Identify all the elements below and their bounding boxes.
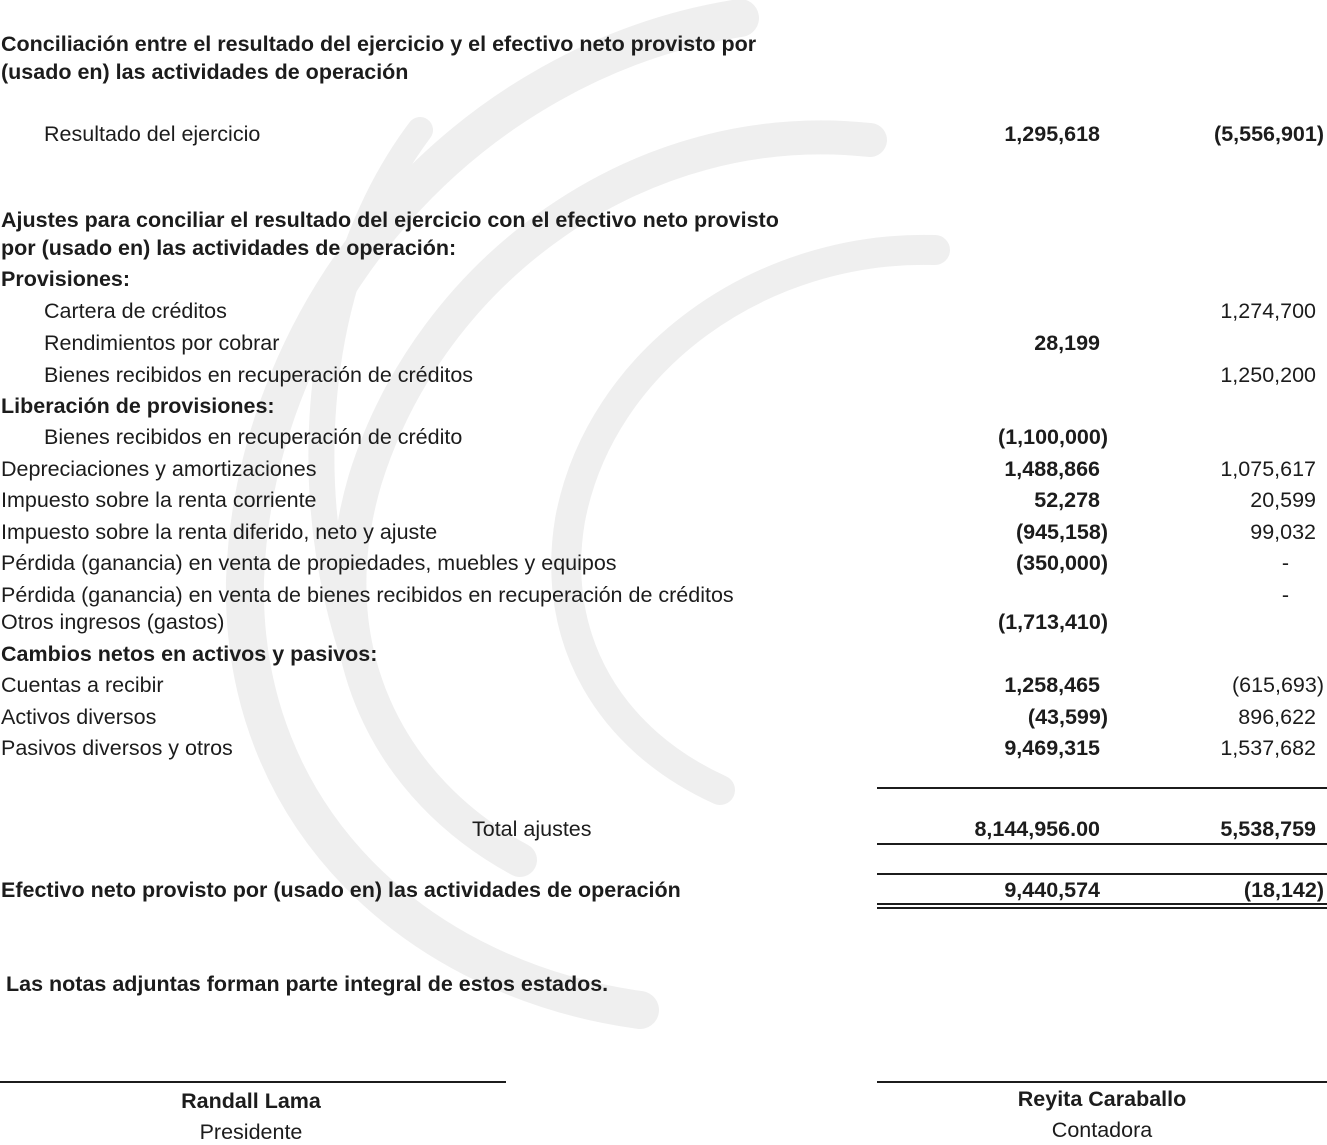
total-ajustes-col2: 5,538,759 (1220, 817, 1316, 841)
efectivo-col2: (18,142) (1243, 878, 1324, 902)
signature-line-right (877, 1081, 1327, 1083)
perdida-bienes-col2: - (1281, 583, 1289, 607)
signatory-role-left: Presidente (199, 1120, 303, 1144)
signatory-role-right: Contadora (1051, 1118, 1153, 1142)
perdida-propiedades-col2: - (1281, 551, 1289, 575)
cambios-heading: Cambios netos en activos y pasivos: (1, 642, 378, 666)
rendimientos-label: Rendimientos por cobrar (44, 331, 280, 355)
perdida-propiedades-label: Pérdida (ganancia) en venta de propiedades, muebles y equipos (1, 551, 617, 575)
resultado-col1: 1,295,618 (1004, 122, 1100, 146)
liberacion-bienes-col1: (1,100,000) (998, 425, 1108, 449)
efectivo-label: Efectivo neto provisto por (usado en) las actividades de operación (1, 878, 681, 902)
signatory-name-left: Randall Lama (181, 1089, 321, 1113)
isr-corriente-col2: 20,599 (1250, 488, 1316, 512)
isr-diferido-col2: 99,032 (1250, 520, 1316, 544)
isr-corriente-label: Impuesto sobre la renta corriente (1, 488, 317, 512)
otros-col1: (1,713,410) (998, 610, 1108, 634)
double-underline-top (877, 903, 1327, 905)
depreciaciones-col1: 1,488,866 (1004, 457, 1100, 481)
otros-label: Otros ingresos (gastos) (1, 610, 225, 634)
depreciaciones-col2: 1,075,617 (1220, 457, 1316, 481)
pasivos-col2: 1,537,682 (1220, 736, 1316, 760)
title-line-2: (usado en) las actividades de operación (1, 60, 409, 84)
isr-corriente-col1: 52,278 (1034, 488, 1100, 512)
activos-col2: 896,622 (1238, 705, 1316, 729)
efectivo-top-rule (877, 873, 1327, 875)
perdida-propiedades-col1: (350,000) (1015, 551, 1108, 575)
rendimientos-col1: 28,199 (1034, 331, 1100, 355)
isr-diferido-col1: (945,158) (1015, 520, 1108, 544)
total-ajustes-label: Total ajustes (472, 817, 592, 841)
subtotal-rule (877, 787, 1327, 789)
isr-diferido-label: Impuesto sobre la renta diferido, neto y ajuste (1, 520, 438, 544)
resultado-col2: (5,556,901) (1214, 122, 1324, 146)
title-line-1: Conciliación entre el resultado del ejercicio y el efectivo neto provisto por (1, 32, 757, 56)
total-underline (877, 843, 1327, 845)
cuentas-label: Cuentas a recibir (1, 673, 164, 697)
activos-col1: (43,599) (1027, 705, 1108, 729)
perdida-bienes-label: Pérdida (ganancia) en venta de bienes recibidos en recuperación de créditos (1, 583, 734, 607)
cuentas-col1: 1,258,465 (1004, 673, 1100, 697)
liberacion-bienes-label: Bienes recibidos en recuperación de crédito (44, 425, 463, 449)
signatory-name-right: Reyita Caraballo (1017, 1087, 1187, 1111)
liberacion-heading: Liberación de provisiones: (1, 394, 275, 418)
pasivos-col1: 9,469,315 (1004, 736, 1100, 760)
bienes-provision-label: Bienes recibidos en recuperación de créditos (44, 363, 474, 387)
pasivos-label: Pasivos diversos y otros (1, 736, 233, 760)
double-underline-bottom (877, 907, 1327, 909)
signature-line-left (0, 1081, 506, 1083)
ajustes-heading-line-2: por (usado en) las actividades de operación: (1, 236, 457, 260)
resultado-label: Resultado del ejercicio (44, 122, 261, 146)
bienes-provision-col2: 1,250,200 (1220, 363, 1316, 387)
efectivo-col1: 9,440,574 (1004, 878, 1100, 902)
cuentas-col2: (615,693) (1231, 673, 1324, 697)
provisiones-heading: Provisiones: (1, 267, 131, 291)
cartera-label: Cartera de créditos (44, 299, 227, 323)
activos-label: Activos diversos (1, 705, 157, 729)
ajustes-heading-line-1: Ajustes para conciliar el resultado del ejercicio con el efectivo neto provisto (1, 208, 779, 232)
total-ajustes-col1: 8,144,956.00 (974, 817, 1100, 841)
depreciaciones-label: Depreciaciones y amortizaciones (1, 457, 317, 481)
cartera-col2: 1,274,700 (1220, 299, 1316, 323)
notes-statement: Las notas adjuntas forman parte integral de estos estados. (6, 972, 609, 996)
